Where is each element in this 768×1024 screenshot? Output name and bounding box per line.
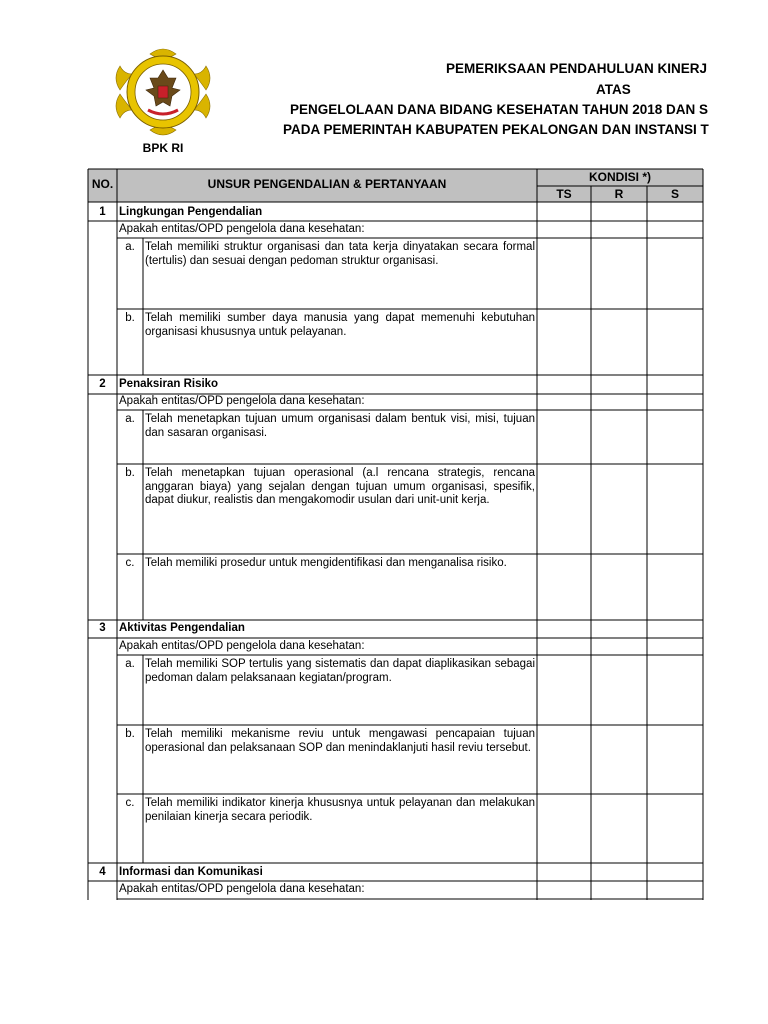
section-intro: Apakah entitas/OPD pengelola dana kesehatan: xyxy=(119,883,365,895)
item-letter: b. xyxy=(125,728,135,740)
document-title-line-2: ATAS xyxy=(596,82,631,97)
document-title-line-4: PADA PEMERINTAH KABUPATEN PEKALONGAN DAN INSTANSI T xyxy=(283,122,709,137)
question-text: Telah memiliki sumber daya manusia yang dapat memenuhi kebutuhan organisasi khususnya untuk pelayanan. xyxy=(145,312,535,338)
question-text: Telah menetapkan tujuan umum organisasi dalam bentuk visi, misi, tujuan dan sasaran organisasi. xyxy=(145,413,535,439)
question-text: Telah memiliki struktur organisasi dan tata kerja dinyatakan secara formal (tertulis) dan sesuai dengan pedoman struktur organisasi. xyxy=(145,241,535,267)
column-header-no: NO. xyxy=(91,178,114,191)
question-text: Telah memiliki SOP tertulis yang sistematis dan dapat diaplikasikan sebagai pedoman dalam pelaksanaan kegiatan/program. xyxy=(145,658,535,684)
question-text: Telah memiliki indikator kinerja khususnya untuk pelayanan dan melakukan penilaian kinerja secara periodik. xyxy=(145,797,535,823)
question-text: Telah memiliki mekanisme reviu untuk mengawasi pencapaian tujuan operasional dan pelaksanaan SOP dan menindaklanjuti hasil reviu tersebut. xyxy=(145,728,535,754)
item-letter: a. xyxy=(125,658,135,670)
section-number: 1 xyxy=(99,206,106,218)
column-header-unsur: UNSUR PENGENDALIAN & PERTANYAAN xyxy=(207,178,447,191)
column-header-s: S xyxy=(670,188,679,201)
section-number: 4 xyxy=(99,866,106,878)
item-letter: a. xyxy=(125,241,135,253)
column-header-r: R xyxy=(614,188,624,201)
question-text: Telah memiliki prosedur untuk mengidentifikasi dan menganalisa risiko. xyxy=(145,557,507,569)
item-letter: c. xyxy=(125,557,135,569)
section-title: Penaksiran Risiko xyxy=(119,378,219,390)
item-letter: a. xyxy=(125,413,135,425)
section-intro: Apakah entitas/OPD pengelola dana kesehatan: xyxy=(119,395,365,407)
column-header-ts: TS xyxy=(556,188,572,201)
document-title-line-3: PENGELOLAAN DANA BIDANG KESEHATAN TAHUN 2018 DAN S xyxy=(290,102,709,117)
section-title: Aktivitas Pengendalian xyxy=(119,622,245,634)
section-title: Informasi dan Komunikasi xyxy=(119,866,263,878)
item-letter: b. xyxy=(125,467,135,479)
section-number: 3 xyxy=(99,622,106,634)
document-title-line-1: PEMERIKSAAN PENDAHULUAN KINERJ xyxy=(446,61,708,76)
item-letter: b. xyxy=(125,312,135,324)
question-text: Telah menetapkan tujuan operasional (a.l rencana strategis, rencana anggaran biaya) yang sejalan dengan tujuan umum organisasi, spesifik, dapat diukur, realistis dan mengakomodir usulan dari unit-unit kerja. xyxy=(145,467,535,506)
section-intro: Apakah entitas/OPD pengelola dana kesehatan: xyxy=(119,223,365,235)
item-letter: c. xyxy=(125,797,135,809)
section-title: Lingkungan Pengendalian xyxy=(119,206,263,218)
column-header-kondisi: KONDISI *) xyxy=(588,171,651,184)
logo-caption: BPK RI xyxy=(142,141,184,155)
section-intro: Apakah entitas/OPD pengelola dana kesehatan: xyxy=(119,640,365,652)
section-number: 2 xyxy=(99,378,106,390)
